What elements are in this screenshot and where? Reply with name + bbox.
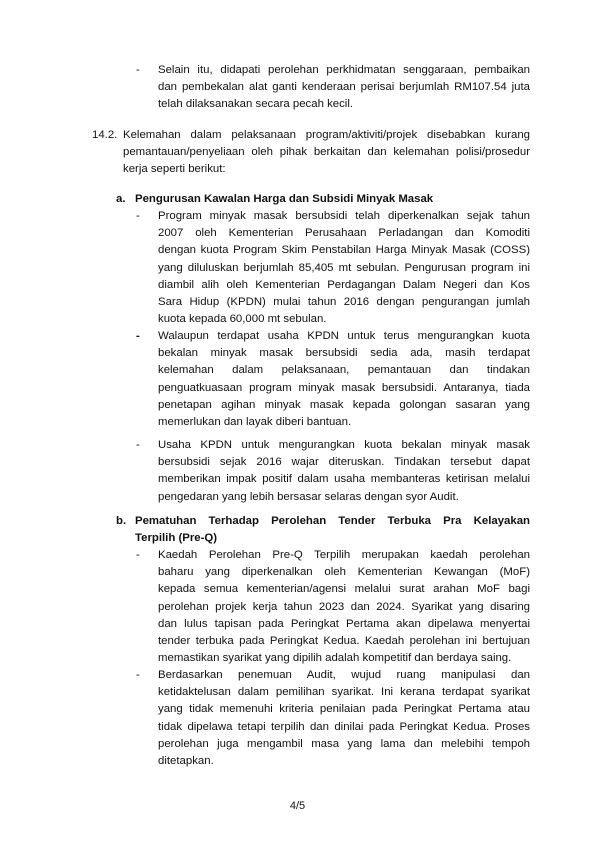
text-line: Sara Hidup (KPDN) mulai tahun 2016 dengan pengurangan jumlah: [158, 296, 530, 309]
bullet-dash: -: [136, 669, 140, 681]
bullet-dash: -: [136, 210, 140, 222]
bullet-dash: -: [136, 439, 140, 451]
text-line: dengan kuota Program Skim Penstabilan Harga Minyak Masak (COSS): [158, 244, 530, 257]
text-line: yang tidak memenuhi kriteria penilaian pada Peringkat Pertama atau: [158, 703, 530, 716]
text-line: yang diluluskan berjumlah 85,405 mt sebulan. Pengurusan program ini: [158, 261, 530, 274]
text-line: kepada semua kementerian/agensi melalui surat arahan MoF bagi: [158, 583, 530, 596]
text-line: Kelemahan dalam pelaksanaan program/aktiviti/projek disebabkan kurang: [123, 129, 530, 141]
section-number: 14.2.: [92, 129, 118, 141]
text-line: diambil alih oleh Kementerian Perdagangan Dalam Negeri dan Kos: [158, 278, 530, 291]
text-line: Program minyak masak bersubsidi telah diperkenalkan sejak tahun: [158, 210, 530, 222]
text-line: penguatkuasaan program minyak masak bersubsidi. Antaranya, tiada: [158, 381, 530, 394]
page-number: 4/5: [289, 800, 306, 812]
bullet-text: [158, 667, 530, 770]
text-line: memberikan impak positif dalam usaha membanteras ketirisan melalui: [158, 473, 530, 486]
text-line: memerlukan dan layak diberi bantuan.: [158, 416, 352, 429]
text-line: 2007 oleh Kementerian Perusahaan Perladangan dan Komoditi: [158, 227, 530, 240]
subsection-title: [135, 513, 530, 547]
text-line: Selain itu, didapati perolehan perkhidmatan senggaraan, pembaikan: [158, 64, 530, 76]
bullet-dash: -: [136, 330, 140, 342]
text-line: baharu yang diperkenalkan oleh Kementerian Kewangan (MoF): [158, 566, 530, 579]
text-line: kerja seperti berikut:: [123, 163, 226, 176]
text-line: Walaupun terdapat usaha KPDN untuk terus mengurangkan kuota: [158, 330, 530, 342]
bullet-dash: -: [136, 64, 140, 76]
text-line: ditetapkan.: [158, 755, 214, 768]
text-line: bekalan minyak masak bersubsidi sedia ada, masih terdapat: [158, 347, 530, 360]
text-line: Berdasarkan penemuan Audit, wujud ruang manipulasi dan: [158, 669, 530, 681]
text-line: kuota kepada 60,000 mt sebulan.: [158, 313, 327, 326]
text-line: Pematuhan Terhadap Perolehan Tender Terbuka Pra Kelayakan: [135, 515, 530, 527]
text-line: pengedaran yang lebih bersasar selaras dengan syor Audit.: [158, 490, 459, 503]
section-text: [123, 127, 530, 179]
text-line: pemantauan/penyeliaan oleh pihak berkaitan dan kelemahan polisi/prosedur: [123, 146, 530, 159]
text-line: perolehan juga mengambil masa yang lama dan melebihi tempoh: [158, 737, 530, 750]
subsection-letter: a.: [116, 193, 126, 205]
text-line: Terpilih (Pre-Q): [135, 532, 218, 545]
subsection-title: Pengurusan Kawalan Harga dan Subsidi Minyak Masak: [135, 193, 434, 205]
text-line: penetapan agihan minyak masak kepada golongan sasaran yang: [158, 398, 530, 411]
bullet-text: [158, 437, 530, 506]
text-line: perolehan projek kerja tahun 2023 dan 2024. Syarikat yang disaring: [158, 600, 530, 613]
bullet-text: [158, 547, 530, 667]
text-line: dan pembekalan alat ganti kenderaan perisai berjumlah RM107.54 juta: [158, 81, 530, 94]
text-line: Kaedah Perolehan Pre-Q Terpilih merupakan kaedah perolehan: [158, 549, 530, 561]
subsection-letter: b.: [116, 515, 127, 527]
text-line: dan lulus tapisan pada Peringkat Pertama akan dipelawa menyertai: [158, 617, 530, 630]
text-line: bersubsidi sejak 2016 wajar diteruskan. Tindakan tersebut dapat: [158, 456, 530, 469]
text-line: Usaha KPDN untuk mengurangkan kuota bekalan minyak masak: [158, 439, 530, 451]
bullet-dash: -: [136, 549, 140, 561]
text-line: ketidaktelusan dalam pemilihan syarikat. Ini kerana terdapat syarikat: [158, 686, 530, 699]
text-line: tender terbuka pada Peringkat Kedua. Kaedah perolehan ini bertujuan: [158, 635, 530, 648]
text-line: memastikan syarikat yang dipilih adalah kompetitif dan berdaya saing.: [158, 652, 512, 665]
text-line: telah dilaksanakan secara pecah kecil.: [158, 98, 354, 111]
intro-bullet-text: [158, 62, 530, 114]
bullet-text: [158, 208, 530, 328]
text-line: tidak dipelawa tetapi terpilih dan dinilai pada Peringkat Kedua. Proses: [158, 720, 530, 733]
bullet-text: [158, 328, 530, 431]
text-line: kelemahan dalam pelaksanaan, pemantauan dan tindakan: [158, 364, 530, 377]
